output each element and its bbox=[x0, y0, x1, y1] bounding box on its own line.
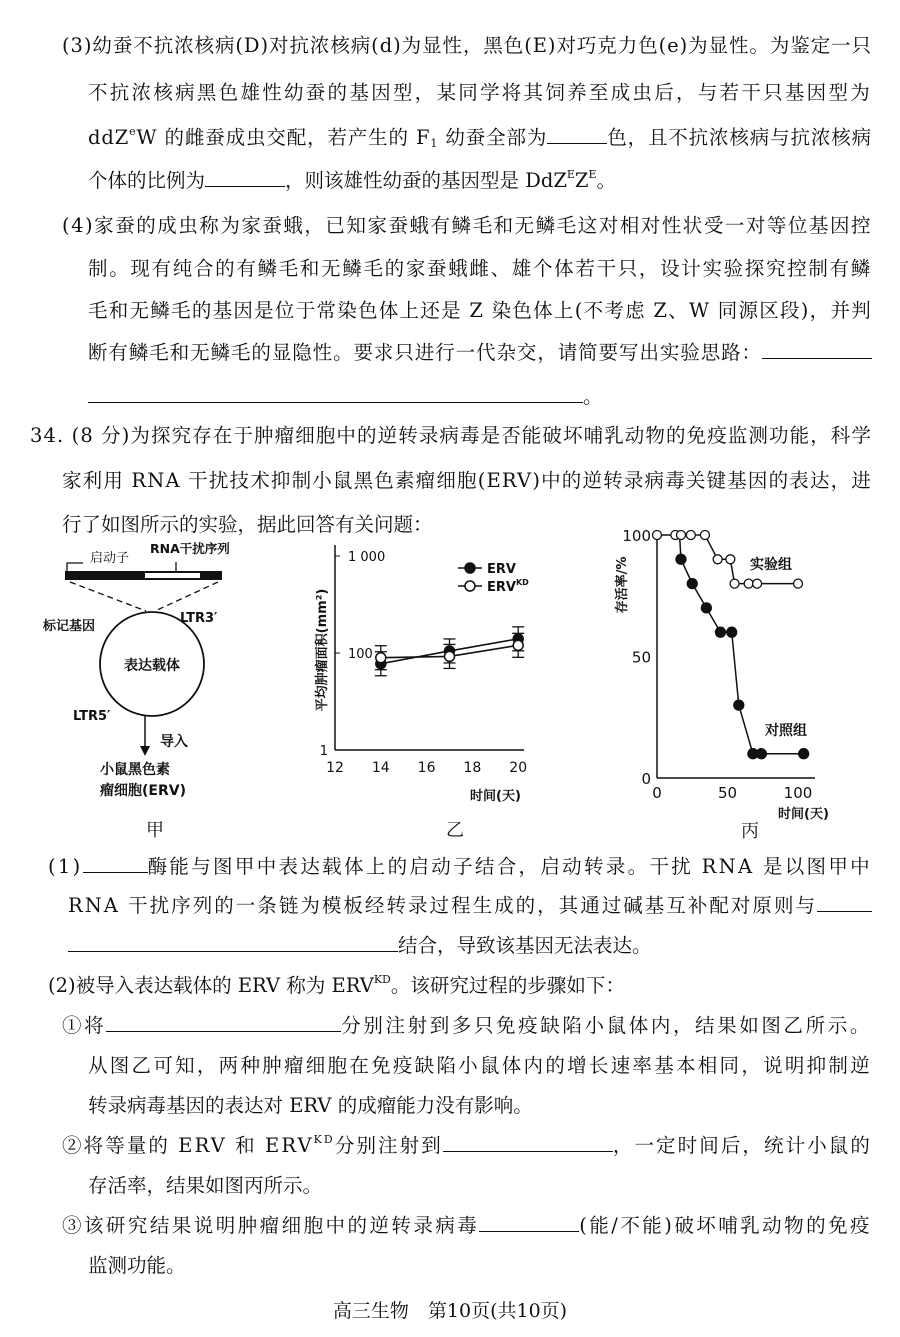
text-line bbox=[62, 1133, 872, 1159]
text-segment: (能/不能)破坏哺乳动物的免疫 bbox=[579, 1214, 872, 1237]
cell-label-2: 瘤细胞(ERV) bbox=[100, 783, 186, 799]
text-segment: Z bbox=[574, 169, 589, 192]
data-point bbox=[376, 653, 386, 663]
data-point bbox=[799, 749, 809, 759]
data-point bbox=[700, 531, 709, 540]
y-tick-label: 1 bbox=[319, 744, 328, 759]
legend-label: $ERV^{KD}$ bbox=[487, 578, 529, 595]
subscript: 1 bbox=[430, 137, 439, 150]
text-segment: 行了如图所示的实验，据此回答有关问题： bbox=[62, 513, 433, 536]
text-line bbox=[68, 933, 652, 959]
text-segment: 家利用 RNA 干扰技术抑制小鼠黑色素瘤细胞(ERV)中的逆转录病毒关键基因的表达，进 bbox=[62, 469, 872, 492]
text-segment: 转录病毒基因的表达对 ERV 的成瘤能力没有影响。 bbox=[88, 1094, 533, 1117]
text-segment: ddZ bbox=[88, 126, 130, 149]
x-tick-label: 16 bbox=[417, 760, 436, 776]
text-line bbox=[62, 213, 872, 239]
superscript: E bbox=[588, 168, 597, 181]
x-tick-label: 100 bbox=[783, 784, 813, 802]
y-tick-label: 100 bbox=[348, 647, 373, 662]
text-segment: 。 bbox=[596, 169, 617, 192]
x-tick-label: 20 bbox=[509, 760, 528, 776]
text-segment: (1) bbox=[48, 855, 83, 878]
data-point bbox=[756, 749, 766, 759]
text-line bbox=[62, 1013, 872, 1039]
text-line bbox=[62, 1213, 872, 1239]
data-point bbox=[744, 579, 753, 588]
text-line bbox=[48, 854, 872, 880]
answer-blank[interactable] bbox=[83, 854, 148, 873]
text-segment: W 的雌蚕成虫交配，若产生的 F bbox=[136, 126, 431, 149]
page-footer: 高三生物 第10页(共10页) bbox=[332, 1300, 568, 1322]
data-point bbox=[676, 531, 685, 540]
answer-blank[interactable] bbox=[817, 893, 872, 912]
text-segment: ②将等量的 ERV 和 ERV bbox=[62, 1134, 314, 1157]
text-line bbox=[88, 1093, 533, 1119]
answer-blank[interactable] bbox=[68, 933, 398, 952]
text-line bbox=[62, 468, 872, 494]
rnai-label: RNA干扰序列 bbox=[150, 541, 230, 556]
answer-blank[interactable] bbox=[547, 125, 607, 144]
text-segment: 毛和无鳞毛的基因是位于常染色体上还是 Z 染色体上(不考虑 Z、W 同源区段)，并判 bbox=[88, 299, 872, 322]
text-line bbox=[48, 973, 625, 999]
x-tick-label: 14 bbox=[371, 760, 390, 776]
x-axis-label: 时间(天) bbox=[778, 807, 829, 822]
text-segment: 。 bbox=[583, 385, 603, 408]
x-tick-label: 50 bbox=[717, 784, 738, 802]
promoter-label: 启动子 bbox=[90, 551, 130, 566]
figure-caption-yi: 乙 bbox=[446, 820, 464, 841]
text-line bbox=[62, 512, 433, 538]
answer-blank[interactable] bbox=[479, 1213, 579, 1232]
series-label-control: 对照组 bbox=[765, 723, 807, 739]
text-segment: 个体的比例为 bbox=[88, 169, 206, 192]
text-segment: 酶能与图甲中表达载体上的启动子结合，启动转录。干扰 RNA 是以图甲中 bbox=[147, 855, 873, 878]
text-line bbox=[62, 33, 872, 59]
x-axis-label: 时间(天) bbox=[470, 789, 521, 804]
text-line bbox=[88, 125, 872, 151]
ltr3-label: LTR3′ bbox=[180, 611, 218, 626]
text-segment: 分别注射到 bbox=[334, 1134, 443, 1157]
answer-blank[interactable] bbox=[88, 384, 583, 403]
text-segment: 结合，导致该基因无法表达。 bbox=[398, 934, 652, 957]
data-point bbox=[653, 531, 662, 540]
text-line bbox=[88, 1253, 186, 1279]
text-line bbox=[88, 80, 872, 106]
answer-blank[interactable] bbox=[762, 340, 872, 359]
y-tick-label: 0 bbox=[641, 770, 651, 788]
data-point bbox=[686, 531, 695, 540]
legend-marker bbox=[465, 563, 475, 573]
text-segment: 色，且不抗浓核病与抗浓核病 bbox=[607, 126, 873, 149]
promoter-pointer bbox=[67, 563, 83, 571]
text-line bbox=[88, 168, 616, 194]
marker-gene-label: 标记基因 bbox=[43, 619, 96, 634]
text-segment: 断有鳞毛和无鳞毛的显隐性。要求只进行一代杂交，请简要写出实验思路： bbox=[88, 341, 762, 364]
answer-blank[interactable] bbox=[443, 1133, 613, 1152]
data-point bbox=[730, 579, 739, 588]
text-segment: 存活率，结果如图丙所示。 bbox=[88, 1174, 323, 1197]
text-segment: 。该研究过程的步骤如下： bbox=[390, 974, 625, 997]
text-segment: 分别注射到多只免疫缺陷小鼠体内，结果如图乙所示。 bbox=[341, 1014, 872, 1037]
y-axis-label: 平均肿瘤面积(mm²) bbox=[315, 588, 330, 712]
text-segment: ①将 bbox=[62, 1014, 107, 1037]
y-tick-label: 100 bbox=[622, 527, 651, 545]
text-segment: 从图乙可知，两种肿瘤细胞在免疫缺陷小鼠体内的增长速率基本相同，说明抑制逆 bbox=[88, 1054, 872, 1077]
text-segment: 监测功能。 bbox=[88, 1254, 186, 1277]
data-point bbox=[715, 627, 725, 637]
text-segment: 34. (8 分)为探究存在于肿瘤细胞中的逆转录病毒是否能破坏哺乳动物的免疫监测功能，科学 bbox=[30, 424, 872, 447]
data-point bbox=[676, 554, 686, 564]
text-segment: (3)幼蚕不抗浓核病(D)对抗浓核病(d)为显性，黑色(E)对巧克力色(e)为显性。为鉴定一只 bbox=[62, 34, 872, 57]
rnai-segment bbox=[145, 573, 200, 578]
arrow-down-icon bbox=[140, 746, 150, 756]
text-segment: RNA 干扰序列的一条链为模板经转录过程生成的，其通过碱基互补配对原则与 bbox=[68, 894, 817, 917]
text-segment: 幼蚕全部为 bbox=[438, 126, 548, 149]
answer-blank[interactable] bbox=[106, 1013, 341, 1032]
y-axis-label: 存活率/% bbox=[615, 556, 630, 614]
superscript: KD bbox=[313, 1133, 335, 1146]
data-point bbox=[513, 640, 523, 650]
text-line bbox=[88, 1053, 872, 1079]
superscript: KD bbox=[373, 973, 391, 986]
import-label: 导入 bbox=[160, 734, 188, 750]
data-point bbox=[794, 579, 803, 588]
x-tick-label: 18 bbox=[463, 760, 482, 776]
text-segment: ，一定时间后，统计小鼠的 bbox=[612, 1134, 872, 1157]
ltr5-label: LTR5′ bbox=[73, 709, 111, 724]
data-point bbox=[726, 555, 735, 564]
data-point bbox=[727, 627, 737, 637]
text-segment: (2)被导入表达载体的 ERV 称为 ERV bbox=[48, 974, 374, 997]
text-line bbox=[30, 423, 872, 449]
dash-left bbox=[70, 582, 146, 611]
answer-blank[interactable] bbox=[205, 168, 285, 187]
text-line bbox=[68, 893, 872, 919]
legend-label: ERV bbox=[487, 562, 516, 577]
text-line bbox=[88, 298, 872, 324]
text-segment: 制。现有纯合的有鳞毛和无鳞毛的家蚕蛾雌、雄个体若干只，设计实验探究控制有鳞 bbox=[88, 257, 872, 280]
text-line bbox=[88, 384, 603, 410]
data-point bbox=[687, 579, 697, 589]
text-segment: 不抗浓核病黑色雄性幼蚕的基因型，某同学将其饲养至成虫后，与若干只基因型为 bbox=[88, 81, 872, 104]
text-segment: (4)家蚕的成虫称为家蚕蛾，已知家蚕蛾有鳞毛和无鳞毛这对相对性状受一对等位基因控 bbox=[62, 214, 872, 237]
text-line bbox=[88, 1173, 322, 1199]
data-point bbox=[701, 603, 711, 613]
vector-label: 表达载体 bbox=[124, 658, 180, 674]
superscript: e bbox=[129, 125, 137, 138]
figure-caption-bing: 丙 bbox=[741, 821, 759, 842]
data-point bbox=[734, 700, 744, 710]
text-segment: ，则该雄性幼蚕的基因型是 DdZ bbox=[285, 169, 567, 192]
superscript: E bbox=[566, 168, 575, 181]
data-point bbox=[445, 651, 455, 661]
cell-label-1: 小鼠黑色素 bbox=[100, 762, 170, 778]
data-point bbox=[713, 555, 722, 564]
series-label-experimental: 实验组 bbox=[750, 557, 792, 573]
x-tick-label: 0 bbox=[652, 784, 662, 802]
figure-caption-jia: 甲 bbox=[146, 820, 164, 841]
y-tick-label: 1 000 bbox=[348, 550, 386, 565]
y-tick-label: 50 bbox=[631, 648, 651, 667]
data-point bbox=[753, 579, 762, 588]
text-segment: ③该研究结果说明肿瘤细胞中的逆转录病毒 bbox=[62, 1214, 480, 1237]
dash-right bbox=[155, 582, 218, 611]
x-tick-label: 12 bbox=[326, 760, 344, 776]
text-line bbox=[88, 256, 872, 282]
legend-marker bbox=[465, 581, 475, 591]
text-line bbox=[88, 340, 872, 366]
